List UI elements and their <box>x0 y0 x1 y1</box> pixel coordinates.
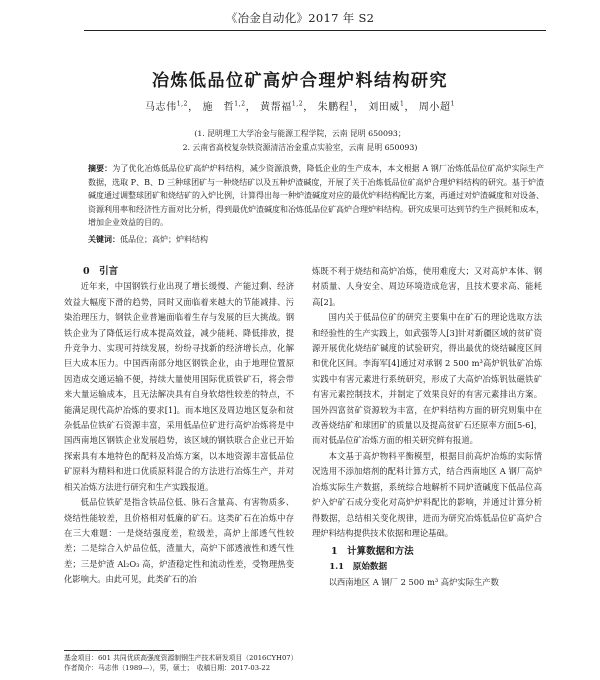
abstract-text: 为了优化冶炼低品位矿高炉炉料结构，减少资源浪费，降低企业的生产成本，本文根据 A 钢厂冶炼低品位矿高炉实际生产数据，选取 P、B、D 三种球团矿与一种烧结矿以及五种炉渣碱度，开展了关于冶炼低品位矿高炉合理炉料结构的研究。基于炉渣碱度通过调整球团矿和烧结矿的入炉比例，计算得出每一种炉渣碱度对应的最优炉料结构配比方案，再通过对炉渣碱度和对设备、资源利用率和经济性方面对比分析，得到最优炉渣碱度和冶炼低品位矿高炉合理炉料结构。研究成果可达到节约生产损耗和成本，增加企业效益的目的。 <box>88 164 545 227</box>
keywords-label: 关键词： <box>88 234 120 244</box>
section-heading-introduction: 0 引言 <box>83 266 119 277</box>
abstract-label: 摘要： <box>88 163 113 173</box>
author: 刘田威$^1$ <box>368 100 405 113</box>
body-paragraph: 以西南地区 A 钢厂 2 500 m³ 高炉实际生产数 <box>328 577 499 588</box>
footnote <box>64 653 544 673</box>
abstract <box>88 162 544 230</box>
header-rule <box>84 30 546 31</box>
body-paragraph: 炼既不利于烧结和高炉冶炼，使用难度大；又对高炉本体、钢材质量、人身安全、周边环境造成危害，且技术要求高、能耗高[2]。 <box>312 266 542 307</box>
body-paragraph: 国内关于低品位矿的研究主要集中在矿石的理论选取方法和经验性的生产实践上，如武强等人[3]针对新疆区域的贫矿资源开展优化烧结矿碱度的试验研究，得出最优的烧结碱度区间和优化区间。李海军[4]通过对承钢 2 500 m³高炉钒钛矿冶炼实践中有害元素进行系统研究，形成了大高炉冶炼钒钛磁铁矿有害元素控制技术，并制定了效果良好的有害元素排出方案。国外四富贫矿资源较为丰富，在炉料结构方面的研究则集中在改善烧结矿和球团矿的质量以及提高贫矿石还原率方面[5-6]，而对低品位矿冶炼方面的相关研究鲜有报道。 <box>312 312 542 446</box>
keywords <box>88 234 544 245</box>
section-heading-methods: 1 计算数据和方法 <box>331 546 414 558</box>
footnote-funding: 基金项目：601 共同优质高强度资源制钢生产技术研发项目（2016CYH07） <box>64 654 298 662</box>
affiliation-line: 2. 云南省高校复杂铁资源清洁冶金重点实验室，云南 昆明 650093) <box>182 143 418 152</box>
author: 马志伟$^{1,2}$ <box>144 100 189 113</box>
subsection-heading-data: 1.1 原始数据 <box>329 561 388 572</box>
affiliation-line: (1. 昆明理工大学冶金与能源工程学院，云南 昆明 650093； <box>194 129 406 138</box>
body-paragraph: 近年来，中国钢铁行业出现了增长缓慢、产能过剩、经济效益大幅度下滑的趋势，同时又面临着来越大的节能减排、污染治理压力，钢铁企业普遍面临着生存与发展的巨大挑战。钢铁企业为了降低运行成本提高效益，减少能耗、降低排放，提升竞争力、实现可持续发展，纷纷寻找新的经济增长点，化解巨大成本压力。中国西南部分地区钢铁企业，由于地理位置原因造成交通运输不便，持续大量使用国际优质铁矿石，将会带来大量运输成本，且无法解决具有自身软熔性较差的特点，不能满足现代高炉冶炼的要求[1]。而本地区及周边地区复杂和贫杂低品位铁矿石资源丰富，采用低品位矿进行高炉冶炼将是中国西南地区钢铁企业发展趋势，该区域的钢铁联合企业已开始探索具有本地特色的配料及冶炼方案，以本地资源丰富低品位矿原料为精料和进口优质原料混合的方法进行冶炼生产，并对相关冶炼方法进行研究和生产实践报道。 <box>64 281 294 492</box>
author: 施 哲$^{1,2}$ <box>202 100 246 113</box>
body-paragraph: 本文基于高炉物料平衡模型，根据目前高炉冶炼的实际情况选用不添加熔剂的配料计算方式，结合西南地区 A 钢厂高炉冶炼实际生产数据，系统综合地解析不同炉渣碱度下低品位高炉入炉矿石成分变化对高炉炉料配比的影响，并通过计算分析得数据，总结相关变化规律，进而为研究冶炼低品位矿高炉合理炉料结构提供技术依据和理论基础。 <box>312 450 542 538</box>
left-column <box>64 264 294 588</box>
footnote-rule <box>64 650 174 651</box>
affiliations <box>0 127 600 155</box>
body-paragraph: 低品位铁矿是指含铁品位低、脉石含量高、有害物质多、烧结性能较差，且价格相对低廉的矿石。这类矿石在冶炼中存在三大难题：一是烧结强度差，粒级差，高炉上部透气性较差；二是综合入炉品位低，渣量大，高炉下部透液性和透气性差；三是炉渣 Al₂O₃ 高，炉渣稳定性和流动性差，受物理热变化影响大。由此可见，此类矿石的冶 <box>64 497 294 585</box>
author-list: 马志伟$^{1,2}$， 施 哲$^{1,2}$， 黄帮福$^{1,2}$， 朱鹏程$^1$， 刘田威$^1$， 周小超$^1$ <box>144 100 456 113</box>
keywords-text: 低品位；高炉；炉料结构 <box>120 235 208 244</box>
footnote-author-info: 作者简介：马志伟（1989—），男，硕士； 收稿日期：2017-03-22 <box>64 664 271 672</box>
author: 朱鹏程$^1$ <box>317 100 354 113</box>
author: 周小超$^1$ <box>418 100 456 113</box>
paper-title: 冶炼低品位矿高炉合理炉料结构研究 <box>152 71 448 91</box>
author: 黄帮福$^{1,2}$ <box>260 100 304 113</box>
right-column <box>312 264 542 591</box>
running-header: 《冶金自动化》2017 年 S2 <box>225 11 375 25</box>
